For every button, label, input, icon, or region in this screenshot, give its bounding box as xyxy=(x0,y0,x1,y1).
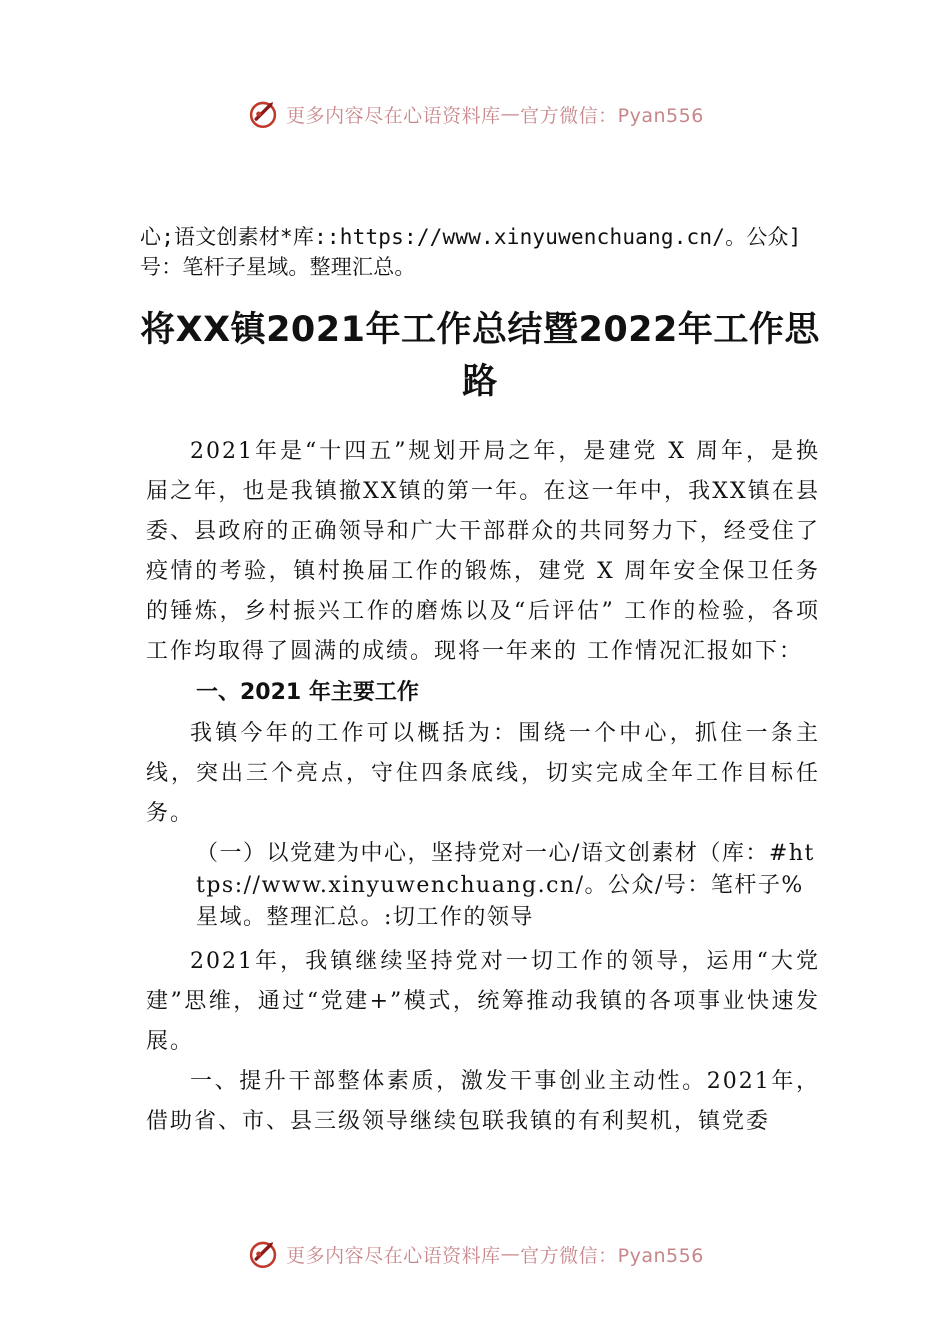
document-body xyxy=(140,222,820,1142)
header-banner xyxy=(0,94,950,134)
section-heading: 一、2021 年主要工作 xyxy=(196,680,419,705)
brand-logo-icon xyxy=(246,97,280,131)
footer-banner xyxy=(0,1234,950,1274)
footer-separator: — xyxy=(500,1243,521,1265)
source-note: 心;语文创素材*库::https://www.xinyuwenchuang.cn/。公众]号：笔杆子星域。整理汇总。 xyxy=(140,225,802,279)
brand-logo-icon xyxy=(246,1237,280,1271)
footer-wechat: 官方微信：Pyan556 xyxy=(520,1244,704,1267)
document-title: 将XX镇2021年工作总结暨2022年工作思路 xyxy=(140,310,820,402)
banner-separator: — xyxy=(500,103,521,125)
footer-slogan: 更多内容尽在心语资料库 xyxy=(286,1244,501,1267)
point-paragraph: 一、提升干部整体素质，激发干事创业主动性。2021年，借助省、市、县三级领导继续包联我镇的有利契机，镇党委 xyxy=(146,1069,820,1134)
intro-paragraph: 2021年是“十四五”规划开局之年，是建党 X 周年，是换届之年，也是我镇撤XX镇的第一年。在这一年中，我XX镇在县委、县政府的正确领导和广大干部群众的共同努力下，经受住了疫情的考验，镇村换届工作的锻炼，建党 X 周年安全保卫任务的锤炼，乡村振兴工作的磨炼以及“后评估” 工作的检验，各项工作均取得了圆满的成绩。现将一年来的 工作情况汇报如下： xyxy=(146,439,820,664)
section-paragraph: 我镇今年的工作可以概括为：围绕一个中心，抓住一条主线，突出三个亮点，守住四条底线，切实完成全年工作目标任务。 xyxy=(146,721,820,826)
banner-wechat: 官方微信：Pyan556 xyxy=(520,104,704,127)
subsection-heading: （一）以党建为中心，坚持党对一心/语文创素材（库：#https://www.xinyuwenchuang.cn/。公众/号：笔杆子%星域。整理汇总。:切工作的领导 xyxy=(196,841,815,930)
banner-slogan: 更多内容尽在心语资料库 xyxy=(286,104,501,127)
subsection-paragraph: 2021年，我镇继续坚持党对一切工作的领导，运用“大党建”思维，通过“党建+”模式，统筹推动我镇的各项事业快速发展。 xyxy=(146,949,820,1054)
